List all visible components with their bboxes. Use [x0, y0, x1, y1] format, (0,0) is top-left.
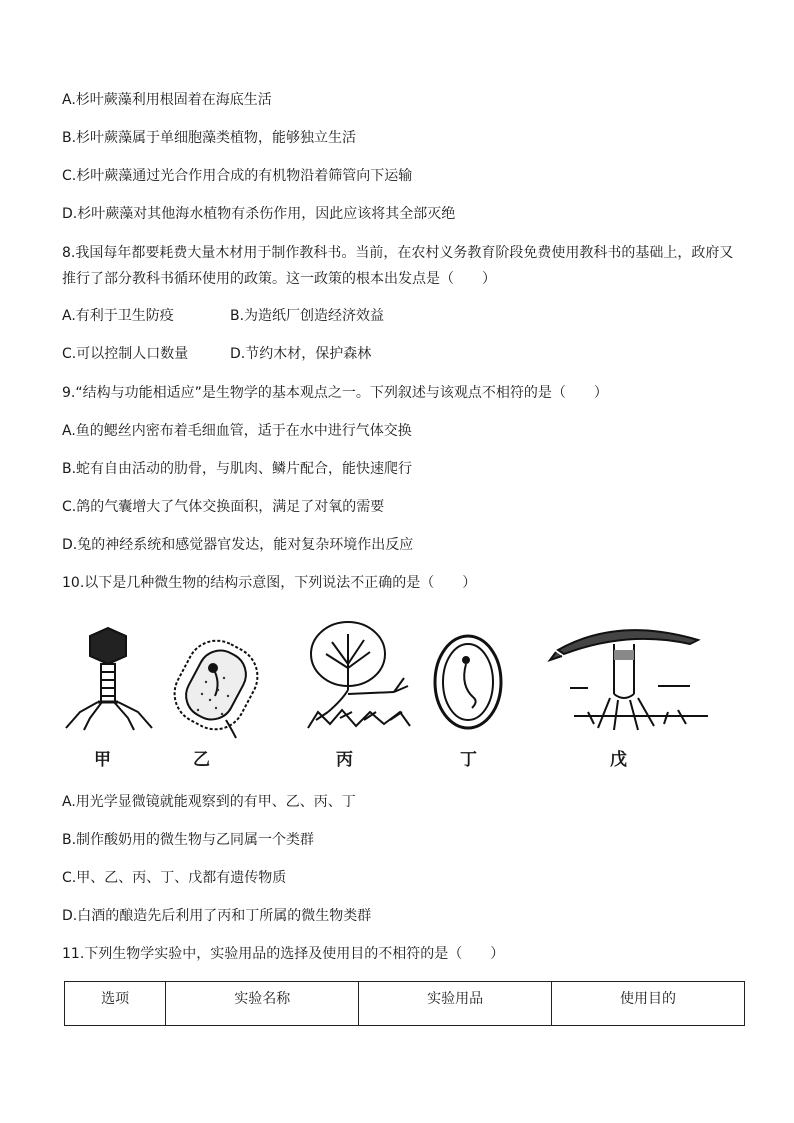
option-7c: C.杉叶蕨藻通过光合作用合成的有机物沿着筛管向下运输 [62, 168, 413, 184]
option-9b: B.蛇有自由活动的肋骨，与肌肉、鳞片配合，能快速爬行 [62, 461, 413, 477]
figure-label-yi: 乙 [193, 750, 210, 770]
question-10-stem: 10.以下是几种微生物的结构示意图，下列说法不正确的是（ ） [62, 575, 477, 591]
option-7d: D.杉叶蕨藻对其他海水植物有杀伤作用，因此应该将其全部灭绝 [62, 206, 456, 222]
figure-label-wu: 戊 [610, 750, 627, 770]
figure-label-jia: 甲 [94, 750, 111, 770]
option-8c: C.可以控制人口数量 [62, 346, 189, 362]
table-header-cell: 选项 [65, 982, 166, 1026]
table-header-cell: 实验名称 [166, 982, 359, 1026]
experiment-table [64, 981, 745, 1026]
option-8d: D.节约木材，保护森林 [230, 346, 372, 362]
option-10a: A.用光学显微镜就能观察到的有甲、乙、丙、丁 [62, 794, 356, 810]
option-10c: C.甲、乙、丙、丁、戊都有遗传物质 [62, 870, 287, 886]
bacterium-drawing [164, 630, 268, 740]
option-9a: A.鱼的鳃丝内密布着毛细血管，适于在水中进行气体交换 [62, 423, 412, 439]
question-11-stem: 11.下列生物学实验中，实验用品的选择及使用目的不相符的是（ ） [62, 946, 505, 962]
option-10b: B.制作酸奶用的微生物与乙同属一个类群 [62, 832, 315, 848]
mushroom-drawing [550, 630, 708, 730]
question-8-stem-line2: 推行了部分教科书循环使用的政策。这一政策的根本出发点是（ ） [62, 271, 496, 287]
yeast-drawing [435, 636, 501, 728]
table-header-cell: 实验用品 [359, 982, 552, 1026]
option-8a: A.有利于卫生防疫 [62, 308, 174, 324]
option-7b: B.杉叶蕨藻属于单细胞藻类植物，能够独立生活 [62, 130, 357, 146]
option-7a: A.杉叶蕨藻利用根固着在海底生活 [62, 92, 272, 108]
figure-label-bing: 丙 [336, 750, 353, 770]
question-8-stem-line1: 8.我国每年都要耗费大量木材用于制作教科书。当前，在农村义务教育阶段免费使用教科书的基础上，政府又 [62, 245, 734, 261]
option-9d: D.兔的神经系统和感觉器官发达，能对复杂环境作出反应 [62, 537, 414, 553]
table-header-row [65, 982, 745, 1026]
option-8b: B.为造纸厂创造经济效益 [230, 308, 385, 324]
table-header-cell: 使用目的 [552, 982, 745, 1026]
option-9c: C.鸽的气囊增大了气体交换面积，满足了对氧的需要 [62, 499, 385, 515]
figure-label-ding: 丁 [460, 750, 477, 770]
mold-drawing [308, 622, 410, 728]
option-10d: D.白酒的酿造先后利用了丙和丁所属的微生物类群 [62, 908, 372, 924]
question-9-stem: 9.“结构与功能相适应”是生物学的基本观点之一。下列叙述与该观点不相符的是（ ） [62, 385, 608, 401]
virus-drawing [66, 628, 152, 730]
